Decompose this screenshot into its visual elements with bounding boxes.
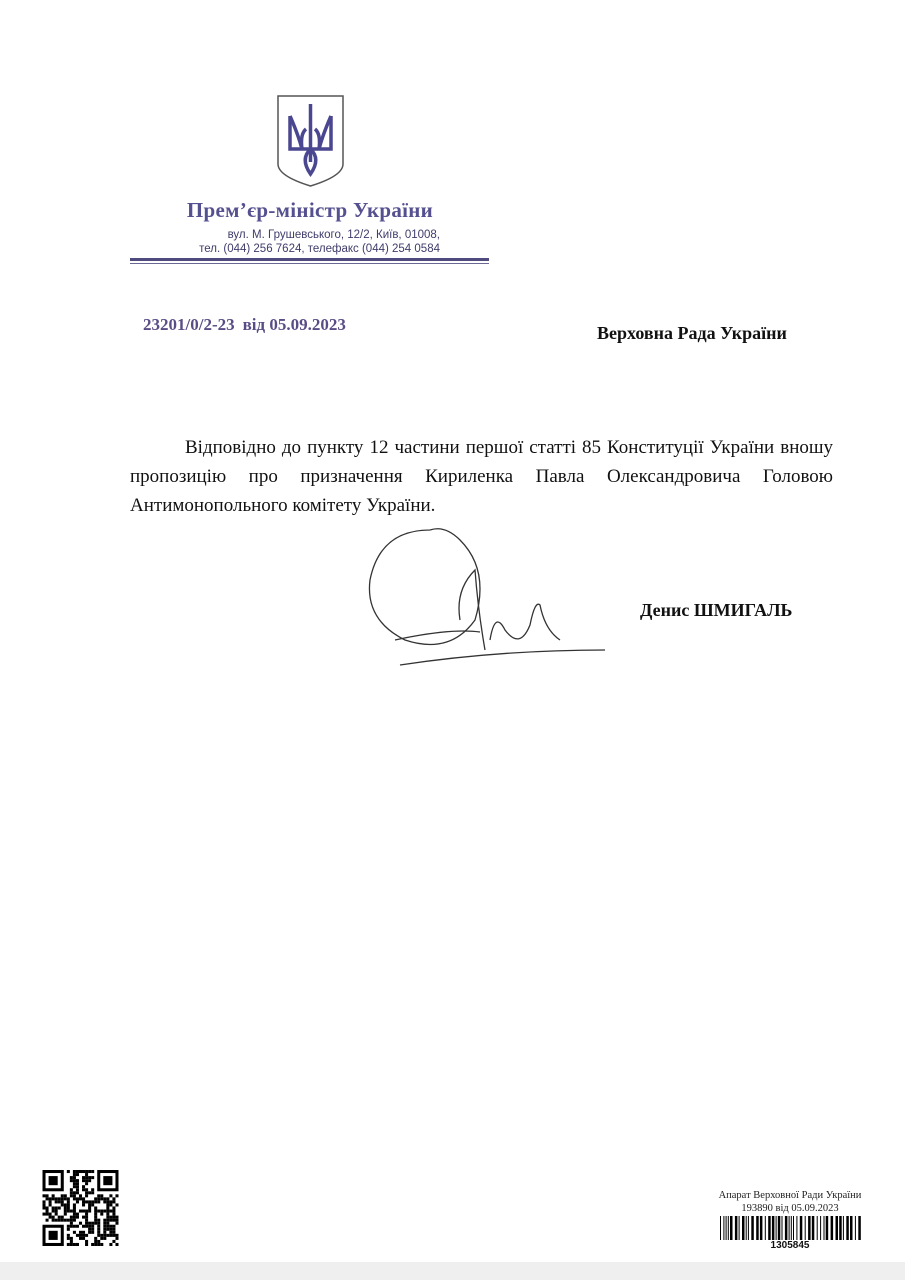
letterhead-address: вул. М. Грушевського, 12/2, Київ, 01008, <box>227 229 440 241</box>
letter-body <box>130 433 833 520</box>
bottom-strip <box>0 1262 905 1280</box>
body-paragraph: Відповідно до пункту 12 частини першої статті 85 Конституції України вношу пропозицію про призначення Кириленка Павла Олександровича Головою Антимонопольного комітету України. <box>130 437 833 516</box>
reference-stamp <box>143 315 346 335</box>
letterhead-divider <box>130 258 489 261</box>
signature-icon <box>360 510 610 680</box>
letterhead-org-name: Прем’єр-міністр України <box>186 198 434 222</box>
letterhead-divider-thin <box>130 263 489 264</box>
signer-name: Денис ШМИГАЛЬ <box>640 600 793 620</box>
letterhead-phone: тел. (044) 256 7624, телефакс (044) 254 0584 <box>199 243 440 255</box>
reference-date: від 05.09.2023 <box>242 315 346 334</box>
registration-office: Апарат Верховної Ради України <box>718 1190 862 1201</box>
barcode-number: 1305845 <box>770 1240 810 1251</box>
barcode-icon <box>720 1216 862 1240</box>
coat-of-arms-icon <box>276 94 345 188</box>
qr-code-icon <box>41 1170 120 1246</box>
recipient: Верховна Рада України <box>597 323 787 343</box>
reference-number: 23201/0/2-23 <box>143 315 235 334</box>
registration-number: 193890 від 05.09.2023 <box>741 1203 839 1214</box>
